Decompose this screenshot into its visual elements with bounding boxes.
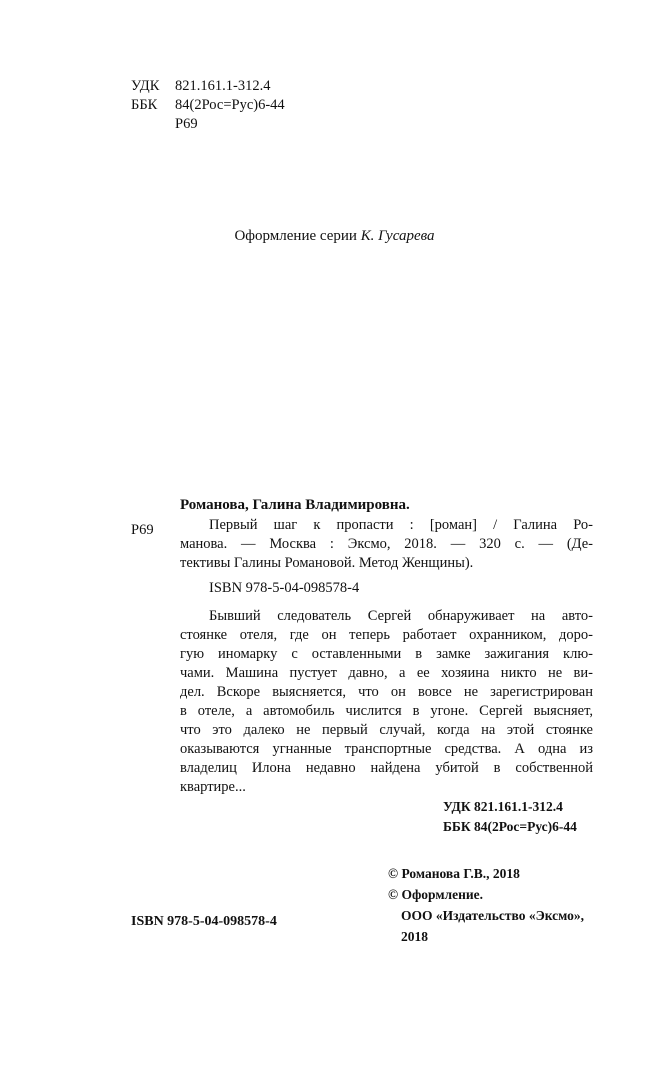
annotation-line: в отеле, а автомобиль числится в угоне. Сергей выясняет, [180,703,593,719]
bibliographic-description-cont [180,535,593,573]
card-classification [443,797,577,837]
annotation-line: Бывший следователь Сергей обнаруживает на авто- [209,608,593,624]
bibliographic-description [180,516,593,535]
udk-row [131,77,285,96]
annotation-line: квартире... [180,779,246,795]
annotation-line: что это далеко не первый случай, когда на этой стоянке [180,722,593,738]
udk-label: УДК [131,78,160,94]
copyright-author: © Романова Г.В., 2018 [388,866,520,881]
annotation-line: оказываются угнанные транспортные средства. А одна из [180,741,593,757]
series-design-prefix: Оформление серии [234,228,357,244]
card-bbk: ББК 84(2Рос=Рус)6-44 [443,819,577,834]
description-line: манова. — Москва : Эксмо, 2018. — 320 с. — (Де- [180,536,593,552]
bbk-label: ББК [131,97,158,113]
annotation-line: чами. Машина пустует давно, а ее хозяина никто не ви- [180,665,593,681]
author-heading: Романова, Галина Владимировна. [180,497,410,513]
annotation-line: стоянке отеля, где он теперь работает охранником, дорo- [180,627,593,643]
copyright-design: © Оформление. [388,887,484,902]
udk-value: 821.161.1-312.4 [175,78,271,94]
description-line: Первый шаг к пропасти : [роман] / Галина Ро- [209,517,593,533]
annotation-line: дел. Вскоре выясняется, что он вовсе не зарегистрирован [180,684,593,700]
footer-isbn: ISBN 978-5-04-098578-4 [131,914,277,929]
copyright-year: 2018 [401,929,428,944]
copyright-publisher: ООО «Издательство «Эксмо», [401,908,585,923]
card-isbn: ISBN 978-5-04-098578-4 [209,580,360,596]
annotation [180,607,593,797]
bbk-row [131,96,285,115]
series-designer: К. Гусарева [360,228,435,244]
card-udk: УДК 821.161.1-312.4 [443,799,563,814]
card-author-mark: Р69 [131,522,154,538]
classification-block [131,77,285,134]
annotation-line: владелиц Илона недавно найдена убитой в собственной [180,760,593,776]
author-mark-row [131,115,285,134]
annotation-line: гую иномарку с оставленными в замке зажигания клю- [180,646,593,662]
description-line: тективы Галины Романовой. Метод Женщины). [180,555,474,571]
bbk-value: 84(2Рос=Рус)6-44 [175,97,285,113]
series-design-credit [0,226,669,247]
catalog-card [180,496,593,797]
copyright-block [388,863,584,947]
author-mark: Р69 [175,116,198,132]
